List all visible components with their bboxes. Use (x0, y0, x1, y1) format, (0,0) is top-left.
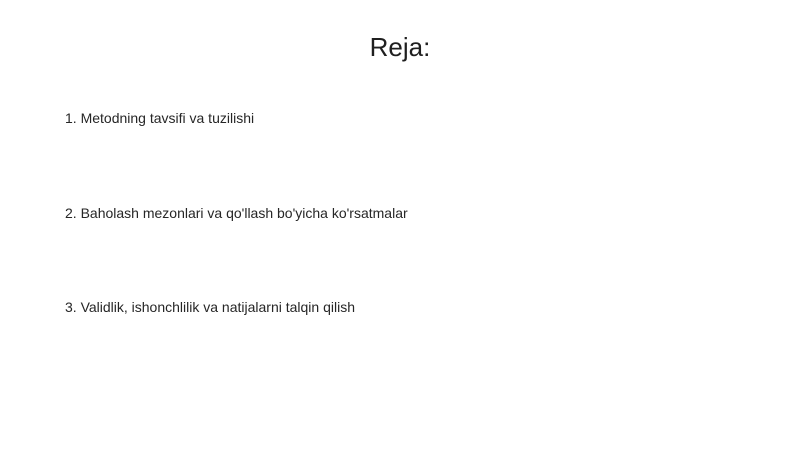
plan-item-2: 2. Baholash mezonlari va qo'llash bo'yicha ko'rsatmalar (65, 205, 408, 221)
plan-item-3: 3. Validlik, ishonchlilik va natijalarni talqin qilish (65, 299, 355, 315)
slide-title: Reja: (369, 32, 431, 62)
plan-item-1: 1. Metodning tavsifi va tuzilishi (65, 110, 255, 126)
